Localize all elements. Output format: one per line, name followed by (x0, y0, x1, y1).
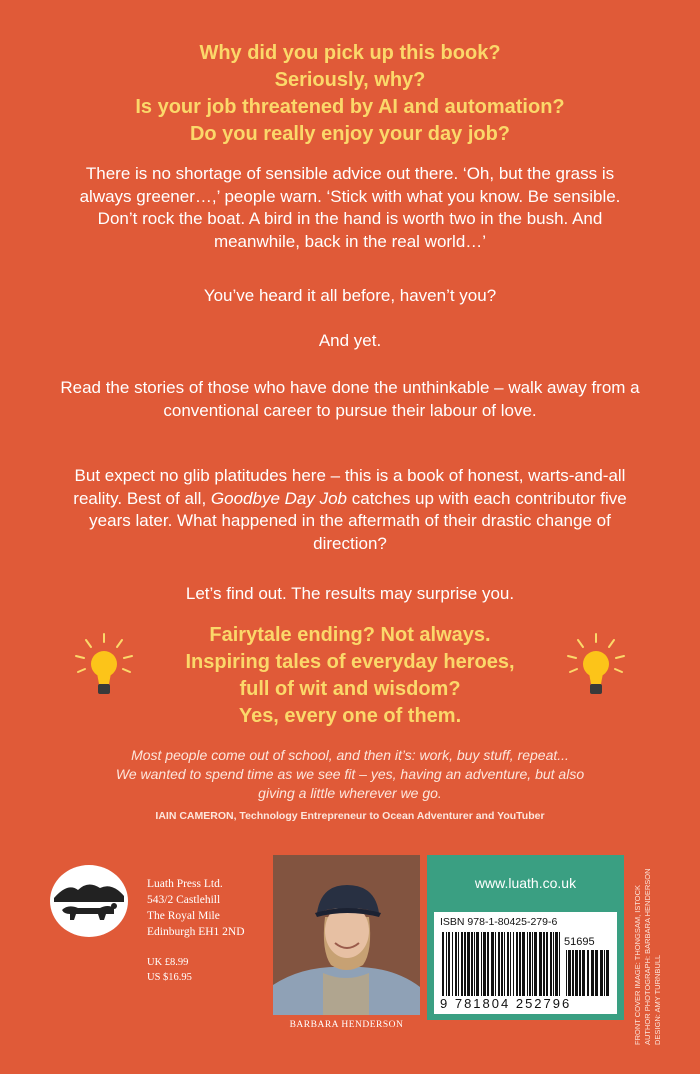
barcode-bar (467, 932, 470, 996)
barcode-bar (513, 932, 514, 996)
barcode-bar (604, 950, 605, 996)
address-line: The Royal Mile (147, 910, 220, 922)
and-yet-paragraph: And yet. (318, 331, 382, 350)
headline-block (0, 40, 700, 148)
headline-line: Is your job threatened by AI and automation? (135, 96, 565, 118)
quote-attribution (0, 810, 700, 822)
credit-line: AUTHOR PHOTOGRAPH: BARBARA HENDERSON (643, 868, 652, 1045)
barcode-bar (582, 950, 585, 996)
barcode-bar (555, 932, 558, 996)
isbn-label: ISBN 978-1-80425-279-6 (440, 916, 558, 928)
isbn-panel (427, 855, 624, 1020)
barcode-bar (519, 932, 521, 996)
reality-paragraph: But expect no glib platitudes here – this is a book of honest, warts-and-all reality. Best of all, Goodbye Day Job catches up with each contributor five years later. What happened in the aftermath of their drastic change of direction? (73, 466, 627, 553)
address-line: Luath Press Ltd. (147, 878, 223, 890)
barcode-bar (504, 932, 505, 996)
barcode-bar (600, 950, 603, 996)
barcode-bar (568, 950, 571, 996)
barcode-card (434, 912, 617, 1014)
barcode-bar (532, 932, 533, 996)
book-title: Goodbye Day Job (210, 488, 348, 508)
barcode-bar (534, 932, 537, 996)
price-uk: UK £8.99 (147, 957, 189, 968)
barcode-digits: 9 781804 252796 (440, 996, 572, 1011)
price-us: US $16.95 (147, 972, 192, 983)
barcode-bar (522, 932, 525, 996)
stories-paragraph: Read the stories of those who have done the unthinkable – walk away from a conventional career to pursue their labour of love. (60, 378, 640, 420)
callout-line: Yes, every one of them. (238, 705, 462, 727)
address-line: 543/2 Castlehill (147, 894, 221, 906)
barcode-bar (587, 950, 589, 996)
barcode-bar (442, 932, 444, 996)
barcode-bar (455, 932, 457, 996)
barcode-bar (572, 950, 574, 996)
barcode-bar (539, 932, 542, 996)
cover-credits (633, 868, 663, 1045)
author-photo (273, 855, 420, 1015)
barcode-bar (553, 932, 554, 996)
barcode-bar (575, 950, 578, 996)
credit-line: FRONT COVER IMAGE: THONGSAM, ISTOCK (633, 884, 642, 1045)
quote-line: We wanted to spend time as we see fit – yes, having an adventure, but also (115, 766, 585, 782)
barcode-addon (566, 950, 610, 996)
barcode-bar (448, 932, 450, 996)
attribution-role: , Technology Entrepreneur to Ocean Adventurer and YouTuber (233, 810, 545, 822)
barcode-bar (452, 932, 453, 996)
credit-line: DESIGN: AMY TURNBULL (653, 954, 662, 1045)
quote-line: Most people come out of school, and then it’s: work, buy stuff, repeat... (131, 747, 569, 763)
callout-line: full of wit and wisdom? (239, 678, 461, 700)
barcode-bar (529, 932, 531, 996)
barcode-bar (498, 932, 500, 996)
barcode-bar (510, 932, 511, 996)
barcode-bar (591, 950, 594, 996)
heard-it-paragraph: You’ve heard it all before, haven’t you? (203, 286, 497, 305)
address-line: Edinburgh EH1 2ND (147, 926, 245, 938)
barcode-bar (461, 932, 463, 996)
barcode-bar (595, 950, 598, 996)
barcode-bar (495, 932, 496, 996)
barcode-bar (501, 932, 503, 996)
find-out-paragraph: Let’s find out. The results may surprise you. (185, 584, 515, 603)
attribution-name: IAIN CAMERON (155, 810, 234, 822)
barcode-bar (579, 950, 581, 996)
endorsement-quote (20, 746, 680, 803)
quote-line: giving a little wherever we go. (258, 785, 442, 801)
barcode-bar (446, 932, 447, 996)
barcode-bar (606, 950, 609, 996)
barcode-bar (458, 932, 459, 996)
barcode-bar (471, 932, 473, 996)
barcode-bar (491, 932, 494, 996)
callout-block (0, 622, 700, 730)
callout-line: Fairytale ending? Not always. (209, 624, 491, 646)
price-list (147, 955, 192, 985)
barcode-bar (566, 950, 567, 996)
barcode-bar (464, 932, 466, 996)
intro-paragraph: There is no shortage of sensible advice out there. ‘Oh, but the grass is always greener…,’ people warn. ‘Stick with what you know. Be sensible. Don’t rock the boat. A bird in the hand is worth two in the bush. And meanwhile, back in the real world…’ (79, 164, 621, 251)
barcode (442, 932, 562, 996)
headline-line: Seriously, why? (274, 69, 426, 91)
barcode-bar (559, 932, 560, 996)
barcode-bar (527, 932, 528, 996)
barcode-bar (481, 932, 482, 996)
barcode-bar (476, 932, 479, 996)
barcode-bar (550, 932, 552, 996)
publisher-address (147, 876, 245, 940)
website-url[interactable]: www.luath.co.uk (474, 875, 577, 891)
barcode-bar (507, 932, 509, 996)
barcode-bar (474, 932, 475, 996)
barcode-bar (516, 932, 518, 996)
price-code: 51695 (564, 936, 595, 948)
headline-line: Why did you pick up this book? (199, 42, 501, 64)
publisher-logo (48, 862, 130, 940)
barcode-bar (543, 932, 545, 996)
barcode-bar (546, 932, 548, 996)
callout-line: Inspiring tales of everyday heroes, (185, 651, 515, 673)
headline-line: Do you really enjoy your day job? (189, 123, 511, 145)
author-caption: BARBARA HENDERSON (289, 1020, 404, 1030)
barcode-bar (487, 932, 489, 996)
barcode-bar (483, 932, 486, 996)
